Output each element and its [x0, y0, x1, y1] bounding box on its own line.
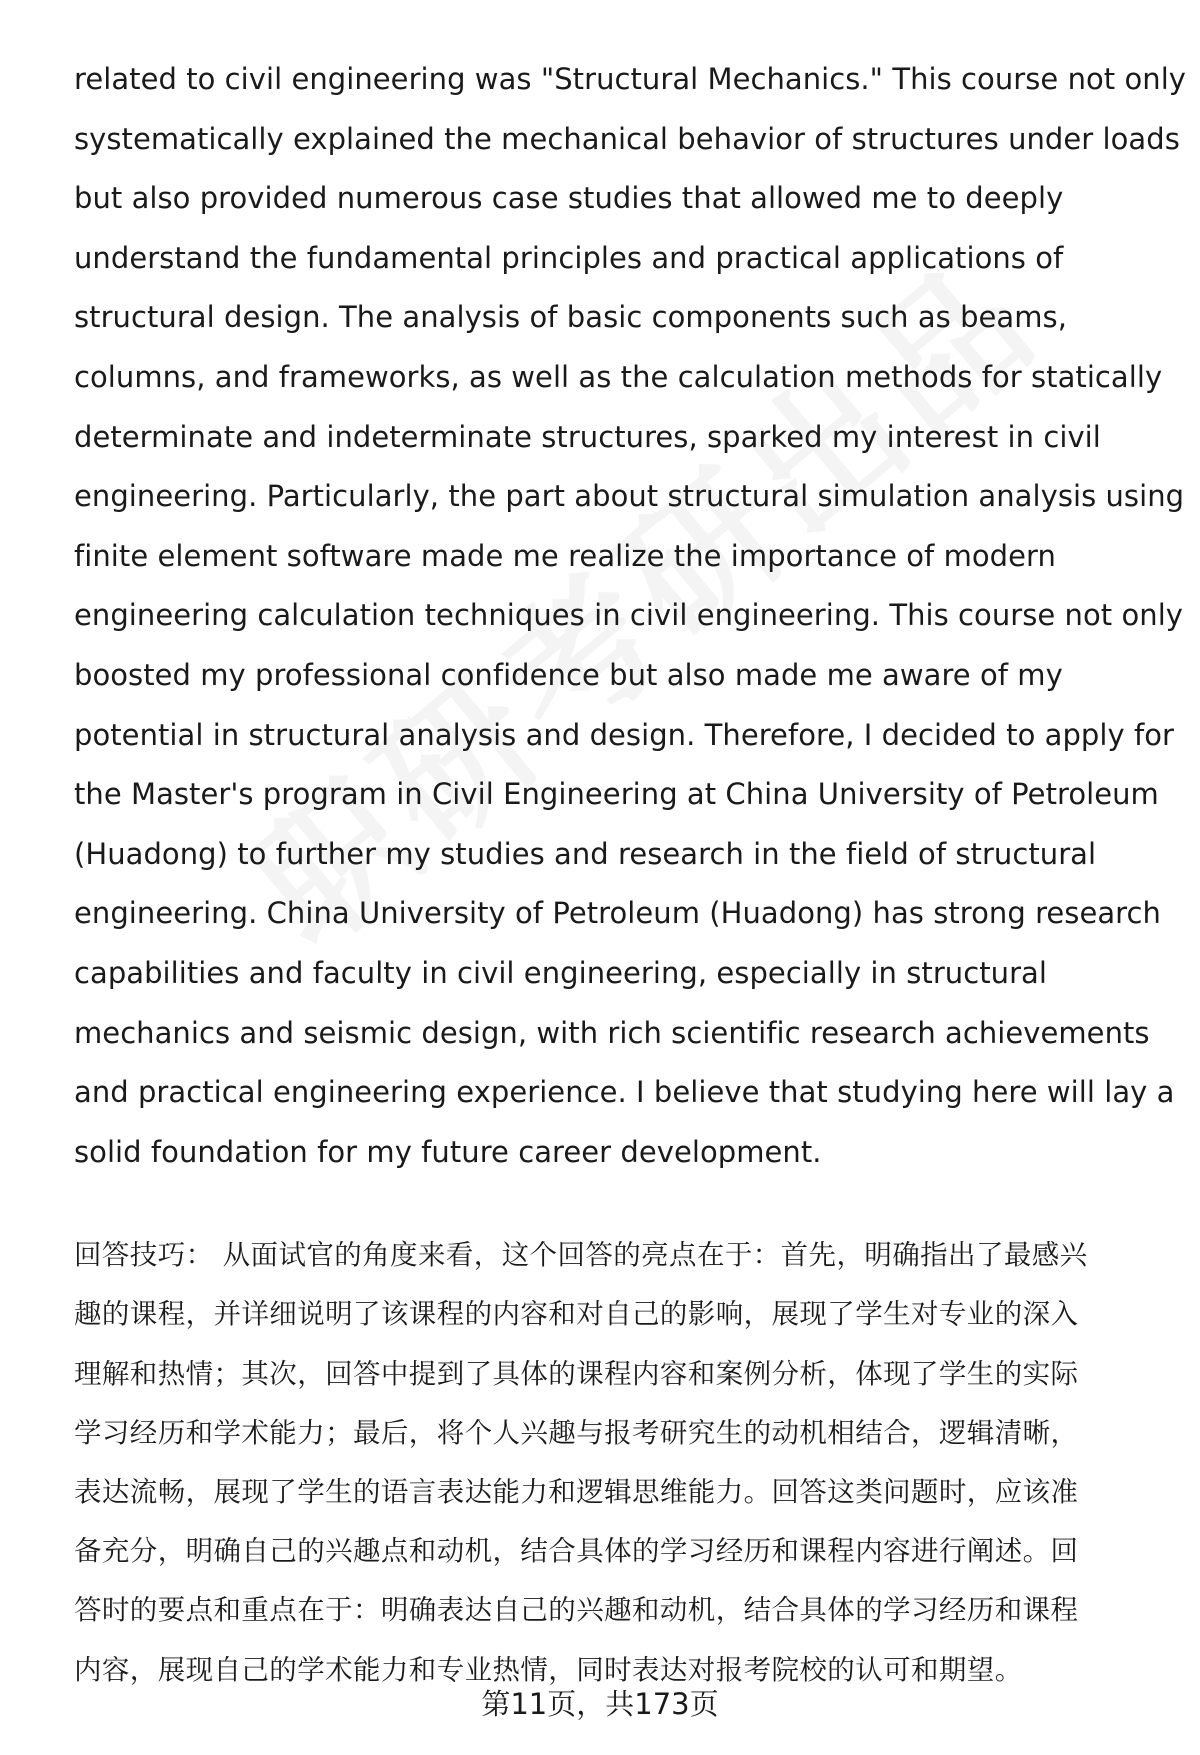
tips-paragraph — [74, 1226, 1154, 1700]
answer-line: finite element software made me realize the importance of modern — [74, 538, 1056, 573]
answer-line: structural design. The analysis of basic components such as beams, — [74, 300, 1067, 335]
answer-line: capabilities and faculty in civil engineering, especially in structural — [74, 955, 1047, 990]
answer-paragraph — [74, 50, 1187, 1182]
answer-line: engineering. China University of Petroleum (Huadong) has strong research — [74, 896, 1161, 931]
answer-line: related to civil engineering was "Structural Mechanics." This course not only — [74, 62, 1187, 96]
page-number-footer: 第11页，共173页 — [481, 1687, 719, 1721]
answer-line: solid foundation for my future career development. — [74, 1134, 822, 1169]
answer-line: columns, and frameworks, as well as the calculation methods for statically — [74, 359, 1163, 394]
paragraph-spacer — [74, 1182, 1154, 1226]
answer-line: determinate and indeterminate structures, sparked my interest in civil — [74, 419, 1101, 454]
tips-line: 趣的课程，并详细说明了该课程的内容和对自己的影响，展现了学生对专业的深入 — [74, 1298, 1079, 1331]
tips-line: 学习经历和学术能力；最后，将个人兴趣与报考研究生的动机相结合，逻辑清晰， — [74, 1416, 1079, 1449]
tips-line: 答时的要点和重点在于：明确表达自己的兴趣和动机，结合具体的学习经历和课程 — [74, 1594, 1079, 1627]
answer-line: the Master's program in Civil Engineering at China University of Petroleum — [74, 777, 1159, 812]
tips-line: 备充分，明确自己的兴趣点和动机，结合具体的学习经历和课程内容进行阐述。回 — [74, 1535, 1079, 1568]
tips-line: 回答技巧： 从面试官的角度来看，这个回答的亮点在于：首先，明确指出了最感兴 — [74, 1239, 1088, 1272]
answer-line: potential in structural analysis and design. Therefore, I decided to apply for — [74, 717, 1174, 752]
tips-line: 表达流畅，展现了学生的语言表达能力和逻辑思维能力。回答这类问题时，应该准 — [74, 1476, 1079, 1509]
answer-line: understand the fundamental principles and practical applications of — [74, 240, 1064, 275]
answer-line: but also provided numerous case studies that allowed me to deeply — [74, 181, 1064, 216]
document-page — [74, 50, 1187, 1700]
answer-line: systematically explained the mechanical behavior of structures under loads — [74, 121, 1180, 156]
answer-line: mechanics and seismic design, with rich scientific research achievements — [74, 1015, 1150, 1050]
answer-line: and practical engineering experience. I believe that studying here will lay a — [74, 1075, 1175, 1110]
tips-line: 内容，展现自己的学术能力和专业热情，同时表达对报考院校的认可和期望。 — [74, 1653, 1023, 1686]
answer-line: engineering calculation techniques in civil engineering. This course not only — [74, 598, 1184, 633]
answer-line: boosted my professional confidence but also made me aware of my — [74, 657, 1063, 692]
answer-line: engineering. Particularly, the part about structural simulation analysis using — [74, 479, 1185, 514]
answer-line: (Huadong) to further my studies and research in the field of structural — [74, 836, 1097, 871]
tips-line: 理解和热情；其次，回答中提到了具体的课程内容和案例分析，体现了学生的实际 — [74, 1357, 1079, 1390]
